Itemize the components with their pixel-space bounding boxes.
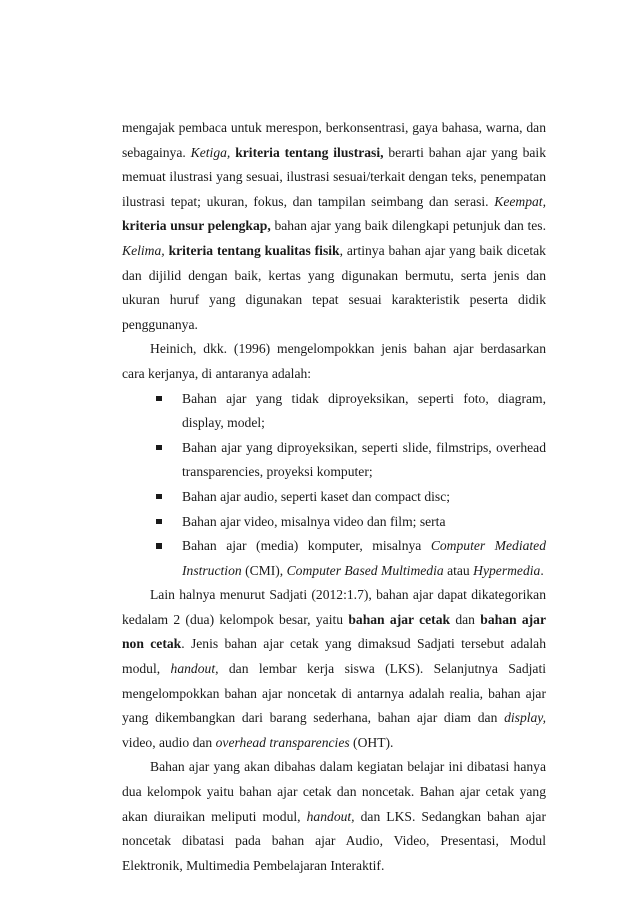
text-run: bahan ajar yang baik dilengkapi petunjuk dan tes. — [270, 218, 546, 234]
square-bullet-icon — [156, 445, 162, 451]
text-run: Bahan ajar yang akan dibahas dalam kegiatan belajar ini dibatasi hanya dua kelompok yaitu bahan ajar cetak dan noncetak. Bahan ajar cetak yang akan diuraikan meliputi modul, — [122, 759, 546, 824]
text-run: , artinya bahan ajar yang baik dicetak dan dijilid dengan baik, kertas yang digunakan bermutu, serta jenis dan ukuran huruf yang digunakan tepat sesuai karakteristik peserta didik penggunanya. — [122, 242, 546, 332]
bold-run: kriteria tentang kualitas fisik — [168, 242, 340, 258]
text-run: atau — [443, 562, 474, 578]
list-item-text: Bahan ajar audio, seperti kaset dan compact disc; — [182, 488, 450, 504]
italic-run: Keempat, — [494, 193, 546, 209]
list-item-text: Bahan ajar yang tidak diproyeksikan, seperti foto, diagram, display, model; — [182, 390, 546, 431]
italic-run: Computer Based Multimedia — [286, 562, 444, 578]
list-item — [122, 485, 546, 510]
text-run: video, audio dan — [122, 734, 216, 750]
italic-run: display, — [504, 710, 546, 726]
text-run: Lain halnya menurut Sadjati (2012:1.7), bahan ajar dapat dikategorikan kedalam 2 (dua) kelompok besar, yaitu — [122, 587, 546, 627]
square-bullet-icon — [156, 396, 162, 402]
list-item — [122, 436, 546, 485]
paragraph-heinich — [122, 337, 546, 386]
italic-run: Hypermedia — [473, 562, 541, 578]
italic-run: Computer Mediated Instruction — [182, 538, 547, 578]
italic-run: Ketiga, — [190, 144, 231, 160]
bold-run: bahan ajar non cetak — [122, 611, 546, 652]
bold-run: kriteria unsur pelengkap, — [122, 218, 271, 234]
text-run: . — [540, 562, 544, 578]
paragraph-criteria — [122, 116, 546, 337]
list-item-text: Bahan ajar yang diproyeksikan, seperti slide, filmstrips, overhead transparencies, proyeksi komputer; — [182, 439, 546, 480]
list-item — [122, 534, 546, 583]
square-bullet-icon — [156, 494, 162, 500]
italic-run: overhead transparencies — [215, 734, 350, 750]
text-run: . Jenis bahan ajar cetak yang dimaksud Sadjati tersebut adalah modul, — [122, 636, 546, 677]
bold-run: kriteria tentang ilustrasi, — [235, 144, 384, 160]
text-run: mengajak pembaca untuk merespon, berkonsentrasi, gaya bahasa, warna, dan sebagainya. — [122, 120, 546, 160]
text-run: Bahan ajar (media) komputer, misalnya — [182, 538, 431, 554]
text-run: (CMI), — [241, 562, 287, 578]
bold-run: bahan ajar cetak — [348, 611, 451, 627]
text-run: dan LKS. Sedangkan bahan ajar noncetak dibatasi pada bahan ajar Audio, Video, Presentasi, Modul Elektronik, Multimedia Pembelajaran Interaktif. — [122, 808, 546, 873]
text-run: dan — [450, 611, 481, 627]
body-text — [122, 116, 546, 878]
text-run: berarti bahan ajar yang baik memuat ilustrasi yang sesuai, ilustrasi sesuai/terkait dengan teks, penempatan ilustrasi tepat; ukuran, fokus, dan tampilan seimbang dan serasi. — [122, 144, 546, 209]
paragraph-scope — [122, 755, 546, 878]
square-bullet-icon — [156, 543, 162, 549]
text-run: Heinich, dkk. (1996) mengelompokkan jenis bahan ajar berdasarkan cara kerjanya, di antaranya adalah: — [122, 341, 546, 381]
text-run: (OHT). — [349, 734, 394, 750]
list-item — [122, 510, 546, 535]
list-item-text: Bahan ajar video, misalnya video dan film; serta — [182, 513, 446, 529]
italic-run: handout, — [306, 808, 355, 824]
list-item — [122, 387, 546, 436]
text-run: , dan lembar kerja siswa (LKS). Selanjutnya Sadjati mengelompokkan bahan ajar noncetak di antarnya adalah realia, bahan ajar yang dikembangkan dari barang sederhana, bahan ajar diam dan — [122, 661, 546, 726]
paragraph-sadjati — [122, 583, 546, 755]
italic-run: Kelima, — [122, 242, 165, 258]
bullet-list — [122, 387, 546, 584]
square-bullet-icon — [156, 519, 162, 525]
italic-run: handout — [170, 661, 216, 677]
